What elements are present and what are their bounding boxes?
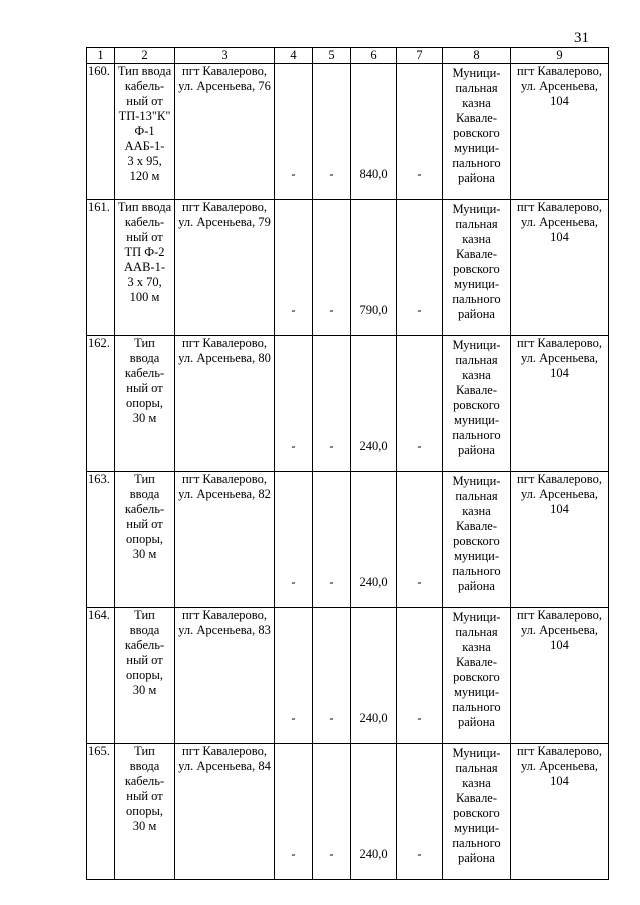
owner-cell-text: Муници- пальная казна Кавале- ровского муници- пального района bbox=[452, 474, 501, 593]
row-number bbox=[87, 744, 115, 880]
column-header: 5 bbox=[313, 48, 351, 64]
holder-address-text: пгт Кавалерово, ул. Арсеньева, 104 bbox=[517, 200, 602, 244]
table-row bbox=[87, 200, 609, 336]
table-row bbox=[87, 608, 609, 744]
col4-value bbox=[275, 336, 313, 472]
col6-value-text: 840,0 bbox=[359, 167, 388, 181]
col4-value-text: - bbox=[291, 711, 296, 725]
column-header: 8 bbox=[443, 48, 511, 64]
col5-value bbox=[313, 200, 351, 336]
object-name bbox=[115, 608, 175, 744]
col5-value bbox=[313, 608, 351, 744]
col6-value-text: 240,0 bbox=[359, 575, 388, 589]
row-number-text: 164. bbox=[88, 608, 110, 622]
object-address-text: пгт Кавалерово, ул. Арсеньева, 80 bbox=[178, 336, 271, 365]
table-row bbox=[87, 472, 609, 608]
object-name-text: Тип ввода кабель- ный от опоры, 30 м bbox=[124, 608, 165, 697]
column-header: 2 bbox=[115, 48, 175, 64]
col7-value bbox=[397, 64, 443, 200]
column-header: 3 bbox=[175, 48, 275, 64]
object-name-text: Тип ввода кабель- ный от ТП Ф-2 ААВ-1- 3 х 70, 100 м bbox=[117, 200, 172, 304]
col4-value bbox=[275, 744, 313, 880]
col4-value bbox=[275, 64, 313, 200]
col5-value-text: - bbox=[329, 303, 334, 317]
col7-value bbox=[397, 200, 443, 336]
row-number bbox=[87, 64, 115, 200]
holder-address bbox=[511, 744, 609, 880]
owner-cell-text: Муници- пальная казна Кавале- ровского муници- пального района bbox=[452, 746, 501, 865]
object-name-text: Тип ввода кабель- ный от опоры, 30 м bbox=[124, 744, 165, 833]
col7-value-text: - bbox=[417, 575, 422, 589]
page-number: 31 bbox=[574, 30, 589, 46]
object-name-text: Тип ввода кабель- ный от опоры, 30 м bbox=[124, 472, 165, 561]
col7-value-text: - bbox=[417, 303, 422, 317]
table-row bbox=[87, 336, 609, 472]
row-number-text: 162. bbox=[88, 336, 110, 350]
col4-value bbox=[275, 608, 313, 744]
object-address bbox=[175, 472, 275, 608]
row-number bbox=[87, 472, 115, 608]
col4-value bbox=[275, 472, 313, 608]
col6-value bbox=[351, 608, 397, 744]
object-address bbox=[175, 336, 275, 472]
object-name bbox=[115, 200, 175, 336]
col6-value-text: 240,0 bbox=[359, 439, 388, 453]
row-number bbox=[87, 336, 115, 472]
row-number-text: 163. bbox=[88, 472, 110, 486]
owner-cell bbox=[443, 336, 511, 472]
holder-address bbox=[511, 64, 609, 200]
owner-cell bbox=[443, 608, 511, 744]
owner-cell-text: Муници- пальная казна Кавале- ровского муници- пального района bbox=[452, 202, 501, 321]
owner-cell-text: Муници- пальная казна Кавале- ровского муници- пального района bbox=[452, 66, 501, 185]
row-number-text: 160. bbox=[88, 64, 110, 78]
object-address bbox=[175, 608, 275, 744]
object-address bbox=[175, 200, 275, 336]
col5-value bbox=[313, 64, 351, 200]
col6-value bbox=[351, 336, 397, 472]
col6-value-text: 790,0 bbox=[359, 303, 388, 317]
holder-address-text: пгт Кавалерово, ул. Арсеньева, 104 bbox=[517, 472, 602, 516]
holder-address bbox=[511, 608, 609, 744]
owner-cell-text: Муници- пальная казна Кавале- ровского муници- пального района bbox=[452, 338, 501, 457]
object-name bbox=[115, 744, 175, 880]
column-header: 9 bbox=[511, 48, 609, 64]
holder-address bbox=[511, 336, 609, 472]
col5-value-text: - bbox=[329, 167, 334, 181]
col5-value-text: - bbox=[329, 439, 334, 453]
col7-value-text: - bbox=[417, 167, 422, 181]
col4-value bbox=[275, 200, 313, 336]
owner-cell bbox=[443, 200, 511, 336]
col6-value-text: 240,0 bbox=[359, 847, 388, 861]
object-name bbox=[115, 336, 175, 472]
col7-value bbox=[397, 336, 443, 472]
col7-value-text: - bbox=[417, 847, 422, 861]
col7-value-text: - bbox=[417, 711, 422, 725]
column-header: 7 bbox=[397, 48, 443, 64]
holder-address-text: пгт Кавалерово, ул. Арсеньева, 104 bbox=[517, 64, 602, 108]
col5-value bbox=[313, 472, 351, 608]
col5-value-text: - bbox=[329, 575, 334, 589]
object-name-text: Тип ввода кабель- ный от опоры, 30 м bbox=[124, 336, 165, 425]
object-address-text: пгт Кавалерово, ул. Арсеньева, 83 bbox=[178, 608, 271, 637]
object-address bbox=[175, 64, 275, 200]
row-number bbox=[87, 608, 115, 744]
holder-address-text: пгт Кавалерово, ул. Арсеньева, 104 bbox=[517, 608, 602, 652]
col4-value-text: - bbox=[291, 575, 296, 589]
col6-value bbox=[351, 200, 397, 336]
table-header-row bbox=[87, 48, 609, 64]
column-header: 1 bbox=[87, 48, 115, 64]
object-address-text: пгт Кавалерово, ул. Арсеньева, 79 bbox=[178, 200, 271, 229]
holder-address-text: пгт Кавалерово, ул. Арсеньева, 104 bbox=[517, 336, 602, 380]
col7-value bbox=[397, 608, 443, 744]
col7-value bbox=[397, 472, 443, 608]
col6-value bbox=[351, 472, 397, 608]
owner-cell-text: Муници- пальная казна Кавале- ровского муници- пального района bbox=[452, 610, 501, 729]
object-address-text: пгт Кавалерово, ул. Арсеньева, 84 bbox=[178, 744, 271, 773]
col6-value-text: 240,0 bbox=[359, 711, 388, 725]
col4-value-text: - bbox=[291, 847, 296, 861]
holder-address-text: пгт Кавалерово, ул. Арсеньева, 104 bbox=[517, 744, 602, 788]
owner-cell bbox=[443, 744, 511, 880]
row-number bbox=[87, 200, 115, 336]
object-address bbox=[175, 744, 275, 880]
row-number-text: 165. bbox=[88, 744, 110, 758]
holder-address bbox=[511, 200, 609, 336]
object-name bbox=[115, 472, 175, 608]
owner-cell bbox=[443, 64, 511, 200]
col4-value-text: - bbox=[291, 167, 296, 181]
col4-value-text: - bbox=[291, 439, 296, 453]
col6-value bbox=[351, 64, 397, 200]
registry-table bbox=[86, 47, 609, 880]
table-row bbox=[87, 64, 609, 200]
table-row bbox=[87, 744, 609, 880]
col5-value bbox=[313, 336, 351, 472]
object-name-text: Тип ввода кабель- ный от ТП-13"К" Ф-1 ААБ-1- 3 х 95, 120 м bbox=[117, 64, 172, 183]
col7-value bbox=[397, 744, 443, 880]
col7-value-text: - bbox=[417, 439, 422, 453]
object-address-text: пгт Кавалерово, ул. Арсеньева, 76 bbox=[178, 64, 271, 93]
col5-value bbox=[313, 744, 351, 880]
column-header: 6 bbox=[351, 48, 397, 64]
col5-value-text: - bbox=[329, 711, 334, 725]
owner-cell bbox=[443, 472, 511, 608]
row-number-text: 161. bbox=[88, 200, 110, 214]
col6-value bbox=[351, 744, 397, 880]
object-address-text: пгт Кавалерово, ул. Арсеньева, 82 bbox=[178, 472, 271, 501]
column-header: 4 bbox=[275, 48, 313, 64]
col4-value-text: - bbox=[291, 303, 296, 317]
object-name bbox=[115, 64, 175, 200]
col5-value-text: - bbox=[329, 847, 334, 861]
holder-address bbox=[511, 472, 609, 608]
